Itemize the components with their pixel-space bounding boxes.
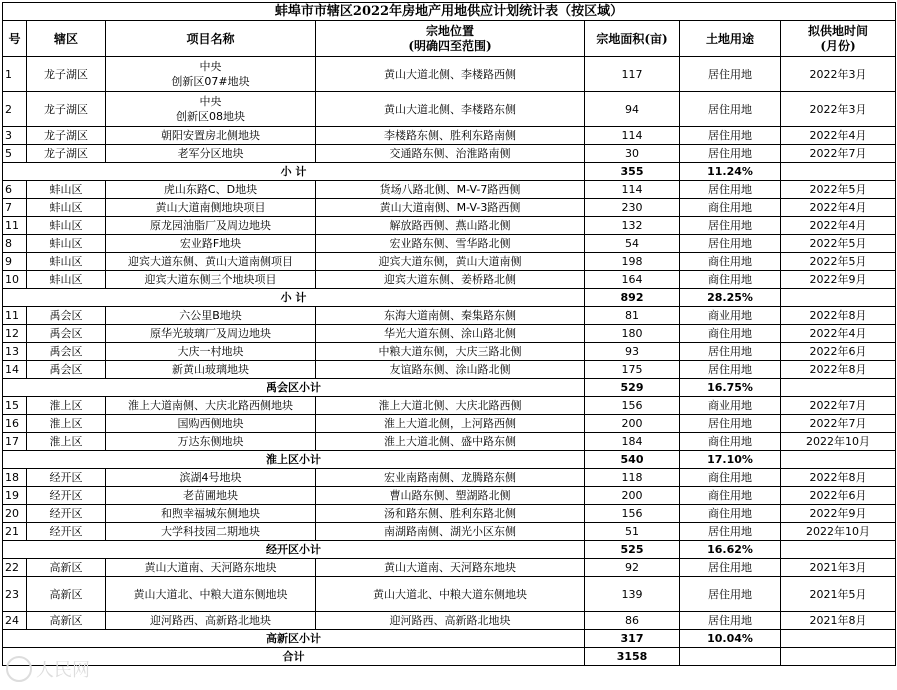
subtotal-percent: 10.04% bbox=[680, 630, 781, 648]
cell-use: 居住用地 bbox=[680, 235, 781, 253]
subtotal-row bbox=[3, 379, 896, 397]
subtotal-empty bbox=[781, 630, 896, 648]
cell-district: 高新区 bbox=[27, 559, 106, 577]
cell-area: 139 bbox=[585, 577, 680, 612]
cell-district: 蚌山区 bbox=[27, 199, 106, 217]
cell-area: 94 bbox=[585, 92, 680, 127]
header-area: 宗地面积(亩) bbox=[585, 21, 680, 57]
table-row bbox=[3, 307, 896, 325]
cell-area: 175 bbox=[585, 361, 680, 379]
cell-location: 曹山路东侧、塑湖路北侧 bbox=[316, 487, 585, 505]
cell-project bbox=[106, 57, 316, 92]
cell-district: 蚌山区 bbox=[27, 217, 106, 235]
table-row bbox=[3, 57, 896, 92]
cell-location: 迎河路西、高新路北地块 bbox=[316, 612, 585, 630]
cell-time: 2022年3月 bbox=[781, 57, 896, 92]
cell-time: 2022年8月 bbox=[781, 361, 896, 379]
cell-no: 7 bbox=[3, 199, 27, 217]
cell-area: 184 bbox=[585, 433, 680, 451]
subtotal-label: 小 计 bbox=[3, 289, 585, 307]
cell-no: 24 bbox=[3, 612, 27, 630]
cell-no: 21 bbox=[3, 523, 27, 541]
cell-project-line2: 创新区08地块 bbox=[176, 110, 245, 123]
cell-project-line1: 中央 bbox=[199, 60, 222, 73]
subtotal-row bbox=[3, 630, 896, 648]
cell-use: 居住用地 bbox=[680, 577, 781, 612]
cell-area: 180 bbox=[585, 325, 680, 343]
cell-area: 114 bbox=[585, 181, 680, 199]
watermark bbox=[6, 656, 90, 682]
cell-time: 2021年5月 bbox=[781, 577, 896, 612]
cell-time: 2022年8月 bbox=[781, 307, 896, 325]
subtotal-area: 3158 bbox=[585, 648, 680, 666]
subtotal-label: 淮上区小计 bbox=[3, 451, 585, 469]
watermark-logo-icon bbox=[6, 656, 32, 682]
subtotal-empty bbox=[781, 289, 896, 307]
table-row bbox=[3, 92, 896, 127]
cell-time: 2022年4月 bbox=[781, 217, 896, 235]
cell-district: 龙子湖区 bbox=[27, 127, 106, 145]
cell-district: 淮上区 bbox=[27, 415, 106, 433]
cell-location: 南湖路南侧、湖光小区东侧 bbox=[316, 523, 585, 541]
subtotal-label: 合计 bbox=[3, 648, 585, 666]
cell-project: 新黄山玻璃地块 bbox=[106, 361, 316, 379]
cell-time: 2022年9月 bbox=[781, 505, 896, 523]
cell-use: 居住用地 bbox=[680, 415, 781, 433]
cell-district: 经开区 bbox=[27, 505, 106, 523]
cell-use: 商住用地 bbox=[680, 469, 781, 487]
cell-project: 宏业路F地块 bbox=[106, 235, 316, 253]
header-project: 项目名称 bbox=[106, 21, 316, 57]
header-location-line2: (明确四至范围) bbox=[408, 38, 492, 53]
cell-no: 8 bbox=[3, 235, 27, 253]
cell-project: 原龙园油脂厂及周边地块 bbox=[106, 217, 316, 235]
subtotal-percent: 16.75% bbox=[680, 379, 781, 397]
table-row bbox=[3, 577, 896, 612]
cell-project: 黄山大道北、中粮大道东侧地块 bbox=[106, 577, 316, 612]
subtotal-empty bbox=[781, 451, 896, 469]
cell-use: 商住用地 bbox=[680, 505, 781, 523]
cell-district: 蚌山区 bbox=[27, 235, 106, 253]
cell-location: 淮上大道北侧、大庆北路西侧 bbox=[316, 397, 585, 415]
table-row bbox=[3, 181, 896, 199]
cell-time: 2022年4月 bbox=[781, 199, 896, 217]
table-row bbox=[3, 253, 896, 271]
cell-use: 商住用地 bbox=[680, 199, 781, 217]
cell-no: 16 bbox=[3, 415, 27, 433]
subtotal-area: 355 bbox=[585, 163, 680, 181]
subtotal-row bbox=[3, 648, 896, 666]
cell-district: 淮上区 bbox=[27, 397, 106, 415]
cell-location: 迎宾大道东侧，黄山大道南侧 bbox=[316, 253, 585, 271]
cell-area: 118 bbox=[585, 469, 680, 487]
subtotal-percent: 11.24% bbox=[680, 163, 781, 181]
cell-area: 198 bbox=[585, 253, 680, 271]
cell-project: 国购西侧地块 bbox=[106, 415, 316, 433]
cell-area: 200 bbox=[585, 415, 680, 433]
cell-no: 11 bbox=[3, 217, 27, 235]
cell-time: 2022年3月 bbox=[781, 92, 896, 127]
cell-project: 六公里B地块 bbox=[106, 307, 316, 325]
cell-district: 禹会区 bbox=[27, 307, 106, 325]
cell-project: 虎山东路C、D地块 bbox=[106, 181, 316, 199]
cell-area: 114 bbox=[585, 127, 680, 145]
table-row bbox=[3, 343, 896, 361]
cell-location: 迎宾大道东侧、姜桥路北侧 bbox=[316, 271, 585, 289]
cell-district: 经开区 bbox=[27, 523, 106, 541]
subtotal-percent bbox=[680, 648, 781, 666]
table-row bbox=[3, 415, 896, 433]
cell-use: 居住用地 bbox=[680, 57, 781, 92]
cell-project: 迎河路西、高新路北地块 bbox=[106, 612, 316, 630]
table-row bbox=[3, 397, 896, 415]
subtotal-area: 317 bbox=[585, 630, 680, 648]
cell-time: 2022年5月 bbox=[781, 235, 896, 253]
cell-use: 商住用地 bbox=[680, 253, 781, 271]
subtotal-row bbox=[3, 289, 896, 307]
cell-district: 蚌山区 bbox=[27, 253, 106, 271]
cell-district: 禹会区 bbox=[27, 325, 106, 343]
subtotal-label: 高新区小计 bbox=[3, 630, 585, 648]
cell-project: 万达东侧地块 bbox=[106, 433, 316, 451]
cell-location: 黄山大道南侧、M-V-3路西侧 bbox=[316, 199, 585, 217]
cell-location: 中粮大道东侧，大庆三路北侧 bbox=[316, 343, 585, 361]
table-row bbox=[3, 145, 896, 163]
table-row bbox=[3, 127, 896, 145]
header-time-line2: (月份) bbox=[820, 38, 856, 53]
subtotal-row bbox=[3, 541, 896, 559]
subtotal-area: 529 bbox=[585, 379, 680, 397]
cell-project: 滨湖4号地块 bbox=[106, 469, 316, 487]
subtotal-percent: 28.25% bbox=[680, 289, 781, 307]
cell-location: 宏业路东侧、雪华路北侧 bbox=[316, 235, 585, 253]
table-row bbox=[3, 271, 896, 289]
table-row bbox=[3, 523, 896, 541]
cell-use: 商住用地 bbox=[680, 271, 781, 289]
cell-time: 2022年4月 bbox=[781, 127, 896, 145]
cell-no: 14 bbox=[3, 361, 27, 379]
cell-use: 居住用地 bbox=[680, 361, 781, 379]
cell-location: 李楼路东侧、胜利东路南侧 bbox=[316, 127, 585, 145]
cell-location: 黄山大道北侧、李楼路东侧 bbox=[316, 92, 585, 127]
cell-use: 居住用地 bbox=[680, 127, 781, 145]
land-supply-table bbox=[2, 2, 896, 666]
cell-time: 2022年5月 bbox=[781, 253, 896, 271]
cell-location: 黄山大道北、中粮大道东侧地块 bbox=[316, 577, 585, 612]
cell-area: 54 bbox=[585, 235, 680, 253]
cell-project: 原华光玻璃厂及周边地块 bbox=[106, 325, 316, 343]
cell-location: 解放路西侧、燕山路北侧 bbox=[316, 217, 585, 235]
cell-project: 黄山大道南侧地块项目 bbox=[106, 199, 316, 217]
cell-location: 东海大道南侧、秦集路东侧 bbox=[316, 307, 585, 325]
cell-time: 2022年10月 bbox=[781, 523, 896, 541]
header-district: 辖区 bbox=[27, 21, 106, 57]
cell-area: 117 bbox=[585, 57, 680, 92]
header-no: 号 bbox=[3, 21, 27, 57]
cell-area: 156 bbox=[585, 397, 680, 415]
cell-use: 商住用地 bbox=[680, 433, 781, 451]
cell-location: 淮上大道北侧、盛中路东侧 bbox=[316, 433, 585, 451]
table-row bbox=[3, 612, 896, 630]
cell-no: 6 bbox=[3, 181, 27, 199]
cell-district: 淮上区 bbox=[27, 433, 106, 451]
cell-no: 17 bbox=[3, 433, 27, 451]
cell-location: 友谊路东侧、涂山路北侧 bbox=[316, 361, 585, 379]
table-title: 蚌埠市市辖区2022年房地产用地供应计划统计表（按区域） bbox=[3, 3, 896, 21]
table-row bbox=[3, 559, 896, 577]
cell-time: 2022年7月 bbox=[781, 145, 896, 163]
cell-project-line2: 创新区07#地块 bbox=[171, 75, 250, 88]
cell-use: 居住用地 bbox=[680, 181, 781, 199]
cell-area: 200 bbox=[585, 487, 680, 505]
cell-no: 18 bbox=[3, 469, 27, 487]
cell-area: 230 bbox=[585, 199, 680, 217]
cell-no: 1 bbox=[3, 57, 27, 92]
cell-area: 86 bbox=[585, 612, 680, 630]
cell-no: 10 bbox=[3, 271, 27, 289]
cell-no: 9 bbox=[3, 253, 27, 271]
cell-time: 2021年3月 bbox=[781, 559, 896, 577]
cell-district: 龙子湖区 bbox=[27, 92, 106, 127]
cell-location: 交通路东侧、治淮路南侧 bbox=[316, 145, 585, 163]
header-use: 土地用途 bbox=[680, 21, 781, 57]
subtotal-label: 禹会区小计 bbox=[3, 379, 585, 397]
cell-no: 5 bbox=[3, 145, 27, 163]
cell-no: 23 bbox=[3, 577, 27, 612]
cell-location: 货场八路北侧、M-V-7路西侧 bbox=[316, 181, 585, 199]
header-location bbox=[316, 21, 585, 57]
subtotal-label: 经开区小计 bbox=[3, 541, 585, 559]
cell-location: 汤和路东侧、胜利东路北侧 bbox=[316, 505, 585, 523]
cell-use: 居住用地 bbox=[680, 217, 781, 235]
header-time-line1: 拟供地时间 bbox=[808, 23, 869, 38]
cell-location: 黄山大道北侧、李楼路西侧 bbox=[316, 57, 585, 92]
subtotal-empty bbox=[781, 541, 896, 559]
table-row bbox=[3, 505, 896, 523]
cell-area: 93 bbox=[585, 343, 680, 361]
cell-district: 蚌山区 bbox=[27, 181, 106, 199]
cell-time: 2022年5月 bbox=[781, 181, 896, 199]
cell-time: 2022年10月 bbox=[781, 433, 896, 451]
table-row bbox=[3, 433, 896, 451]
subtotal-label: 小 计 bbox=[3, 163, 585, 181]
table-row bbox=[3, 199, 896, 217]
cell-district: 蚌山区 bbox=[27, 271, 106, 289]
table-row bbox=[3, 325, 896, 343]
cell-use: 商业用地 bbox=[680, 307, 781, 325]
cell-time: 2022年8月 bbox=[781, 469, 896, 487]
cell-no: 20 bbox=[3, 505, 27, 523]
cell-time: 2021年8月 bbox=[781, 612, 896, 630]
cell-no: 11 bbox=[3, 307, 27, 325]
subtotal-empty bbox=[781, 648, 896, 666]
subtotal-empty bbox=[781, 379, 896, 397]
cell-project: 老苗圃地块 bbox=[106, 487, 316, 505]
cell-time: 2022年7月 bbox=[781, 397, 896, 415]
cell-use: 商业用地 bbox=[680, 397, 781, 415]
cell-no: 22 bbox=[3, 559, 27, 577]
cell-area: 51 bbox=[585, 523, 680, 541]
cell-use: 商住用地 bbox=[680, 325, 781, 343]
table-row bbox=[3, 217, 896, 235]
cell-area: 164 bbox=[585, 271, 680, 289]
table-row bbox=[3, 235, 896, 253]
header-time bbox=[781, 21, 896, 57]
cell-district: 龙子湖区 bbox=[27, 145, 106, 163]
cell-project: 迎宾大道东侧三个地块项目 bbox=[106, 271, 316, 289]
cell-district: 经开区 bbox=[27, 487, 106, 505]
cell-project: 老军分区地块 bbox=[106, 145, 316, 163]
table-row bbox=[3, 361, 896, 379]
cell-district: 禹会区 bbox=[27, 361, 106, 379]
table-row bbox=[3, 469, 896, 487]
cell-area: 30 bbox=[585, 145, 680, 163]
cell-district: 高新区 bbox=[27, 577, 106, 612]
cell-project bbox=[106, 92, 316, 127]
cell-use: 居住用地 bbox=[680, 92, 781, 127]
cell-project: 大学科技园二期地块 bbox=[106, 523, 316, 541]
subtotal-row bbox=[3, 451, 896, 469]
cell-project-line1: 中央 bbox=[199, 95, 222, 108]
cell-no: 19 bbox=[3, 487, 27, 505]
cell-no: 12 bbox=[3, 325, 27, 343]
table-row bbox=[3, 487, 896, 505]
cell-time: 2022年7月 bbox=[781, 415, 896, 433]
cell-no: 15 bbox=[3, 397, 27, 415]
subtotal-area: 540 bbox=[585, 451, 680, 469]
cell-district: 龙子湖区 bbox=[27, 57, 106, 92]
cell-area: 132 bbox=[585, 217, 680, 235]
cell-district: 经开区 bbox=[27, 469, 106, 487]
cell-area: 92 bbox=[585, 559, 680, 577]
cell-no: 3 bbox=[3, 127, 27, 145]
cell-project: 大庆一村地块 bbox=[106, 343, 316, 361]
cell-time: 2022年6月 bbox=[781, 343, 896, 361]
cell-time: 2022年9月 bbox=[781, 271, 896, 289]
cell-use: 居住用地 bbox=[680, 612, 781, 630]
cell-use: 居住用地 bbox=[680, 343, 781, 361]
subtotal-percent: 16.62% bbox=[680, 541, 781, 559]
subtotal-area: 892 bbox=[585, 289, 680, 307]
subtotal-percent: 17.10% bbox=[680, 451, 781, 469]
cell-area: 156 bbox=[585, 505, 680, 523]
cell-time: 2022年6月 bbox=[781, 487, 896, 505]
cell-district: 高新区 bbox=[27, 612, 106, 630]
header-location-line1: 宗地位置 bbox=[425, 23, 474, 38]
subtotal-row bbox=[3, 163, 896, 181]
cell-location: 黄山大道南、天河路东地块 bbox=[316, 559, 585, 577]
cell-use: 居住用地 bbox=[680, 559, 781, 577]
cell-use: 居住用地 bbox=[680, 145, 781, 163]
cell-use: 商住用地 bbox=[680, 487, 781, 505]
watermark-text: 人民网 bbox=[36, 660, 90, 681]
cell-project: 朝阳安置房北侧地块 bbox=[106, 127, 316, 145]
cell-no: 2 bbox=[3, 92, 27, 127]
cell-area: 81 bbox=[585, 307, 680, 325]
cell-location: 华光大道东侧、涂山路北侧 bbox=[316, 325, 585, 343]
cell-location: 宏业南路南侧、龙腾路东侧 bbox=[316, 469, 585, 487]
subtotal-empty bbox=[781, 163, 896, 181]
cell-use: 居住用地 bbox=[680, 523, 781, 541]
cell-no: 13 bbox=[3, 343, 27, 361]
cell-project: 迎宾大道东侧、黄山大道南侧项目 bbox=[106, 253, 316, 271]
cell-time: 2022年4月 bbox=[781, 325, 896, 343]
cell-location: 淮上大道北侧，上河路西侧 bbox=[316, 415, 585, 433]
cell-project: 和煦幸福城东侧地块 bbox=[106, 505, 316, 523]
cell-project: 黄山大道南、天河路东地块 bbox=[106, 559, 316, 577]
cell-district: 禹会区 bbox=[27, 343, 106, 361]
cell-project: 淮上大道南侧、大庆北路西侧地块 bbox=[106, 397, 316, 415]
subtotal-area: 525 bbox=[585, 541, 680, 559]
